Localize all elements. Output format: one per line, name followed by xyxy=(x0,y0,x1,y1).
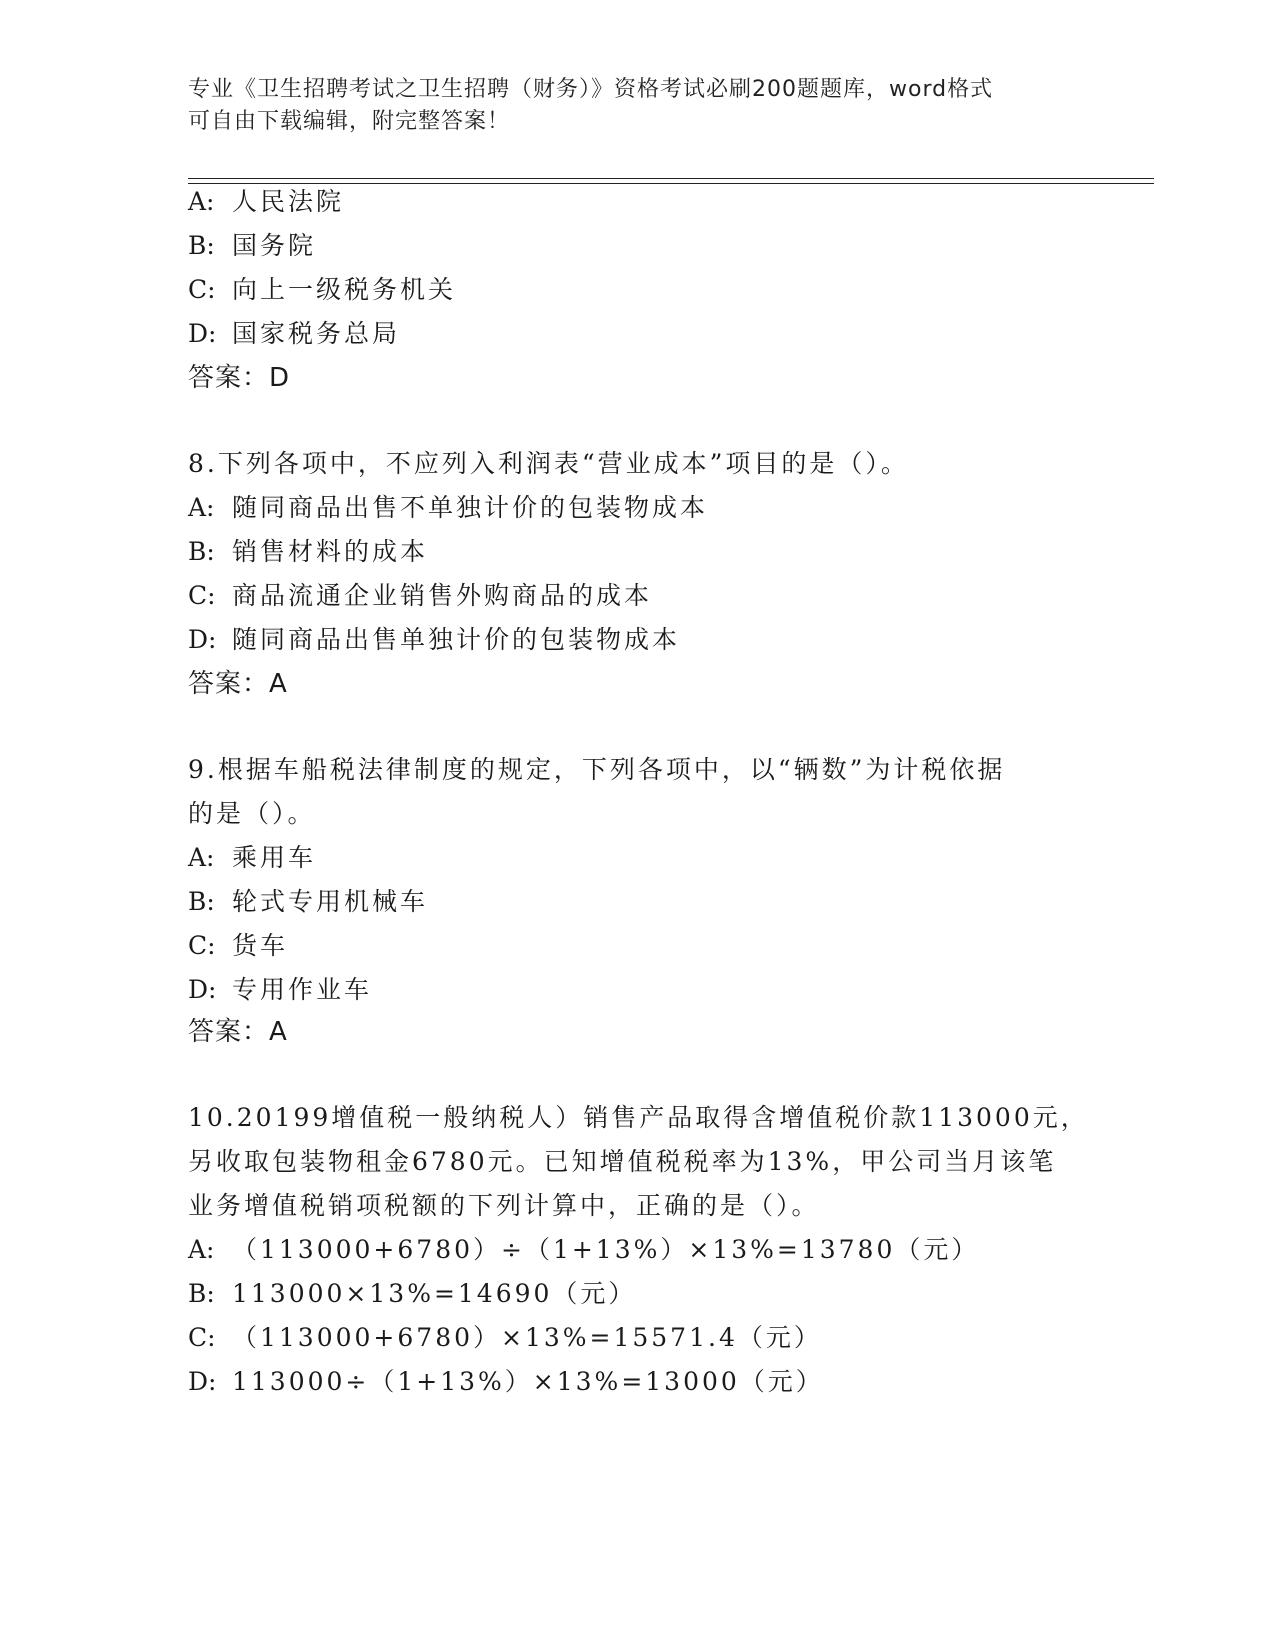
header-line-1: 专业《卫生招聘考试之卫生招聘（财务）》资格考试必刷200题题库，word格式 xyxy=(188,77,994,102)
q8-answer: 答案：A xyxy=(188,669,288,699)
q10-stem-line-2: 另收取包装物租金6780元。已知增值税税率为13%，甲公司当月该笔 xyxy=(188,1147,1057,1176)
q10-stem-line-1: 10.20199增值税一般纳税人）销售产品取得含增值税价款113000元， xyxy=(188,1103,1089,1132)
q9-option-b: B: 轮式专用机械车 xyxy=(188,887,429,916)
q7-option-c: C: 向上一级税务机关 xyxy=(188,275,457,304)
header-divider-top xyxy=(188,178,1154,179)
q7-option-b: B: 国务院 xyxy=(188,231,317,260)
document-header xyxy=(188,74,1068,138)
q7-option-d: D: 国家税务总局 xyxy=(188,319,401,348)
q10-option-b: B: 113000×13%=14690（元） xyxy=(188,1279,637,1308)
q9-option-d: D: 专用作业车 xyxy=(188,975,373,1004)
q8-option-d: D: 随同商品出售单独计价的包装物成本 xyxy=(188,625,681,654)
q9-option-c: C: 货车 xyxy=(188,931,289,960)
q8-option-c: C: 商品流通企业销售外购商品的成本 xyxy=(188,581,653,610)
q7-answer: 答案：D xyxy=(188,363,291,393)
q8-option-b: B: 销售材料的成本 xyxy=(188,537,429,566)
q10-option-c: C: （113000+6780）×13%=15571.4（元） xyxy=(188,1323,822,1352)
header-divider-bottom xyxy=(188,183,1154,184)
q9-option-a: A: 乘用车 xyxy=(188,843,317,872)
q10-option-a: A: （113000+6780）÷（1+13%）×13%=13780（元） xyxy=(188,1235,980,1264)
q10-stem-line-3: 业务增值税销项税额的下列计算中，正确的是（）。 xyxy=(188,1191,820,1220)
q9-stem-line-2: 的是（）。 xyxy=(188,799,316,828)
q8-stem: 8.下列各项中，不应列入利润表“营业成本”项目的是（）。 xyxy=(188,449,909,478)
q8-option-a: A: 随同商品出售不单独计价的包装物成本 xyxy=(188,493,709,522)
q7-option-a: A: 人民法院 xyxy=(188,187,345,216)
q9-answer: 答案：A xyxy=(188,1017,288,1047)
q9-stem-line-1: 9.根据车船税法律制度的规定，下列各项中，以“辆数”为计税依据 xyxy=(188,755,1006,784)
header-line-2: 可自由下载编辑，附完整答案！ xyxy=(188,109,511,134)
q10-option-d: D: 113000÷（1+13%）×13%=13000（元） xyxy=(188,1367,824,1396)
